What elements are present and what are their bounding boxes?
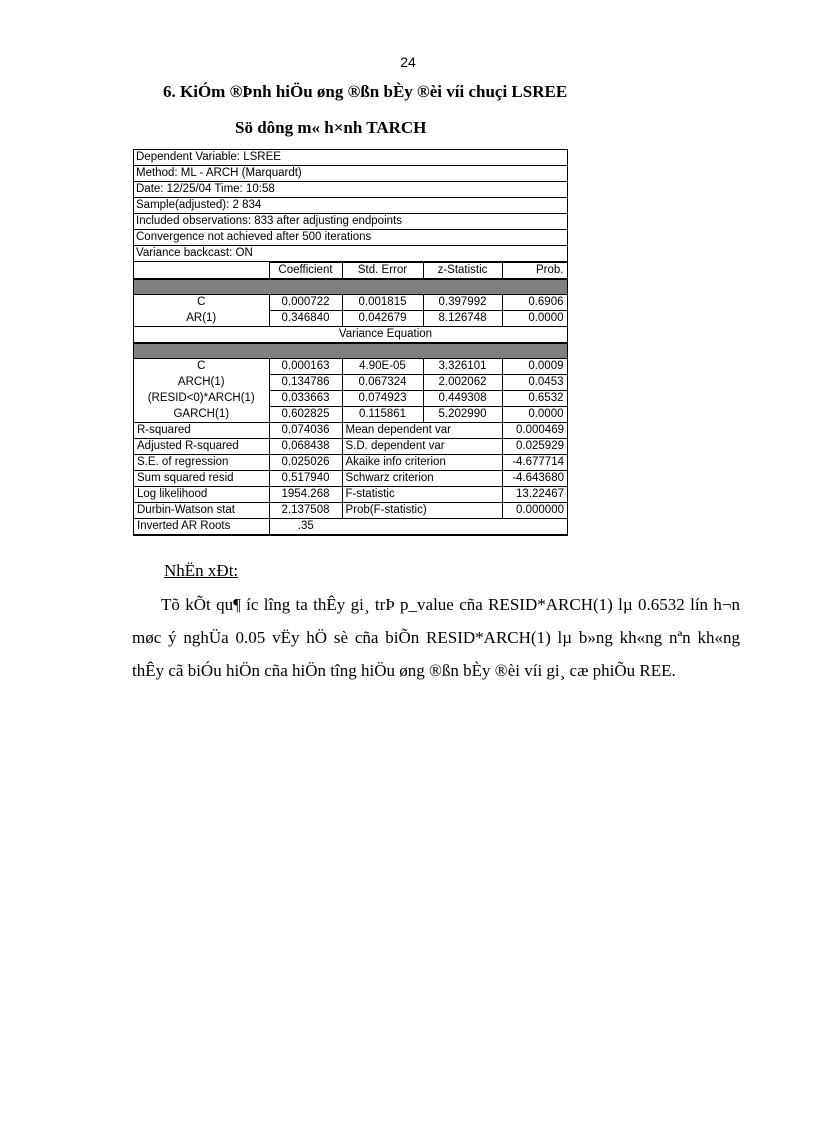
coefficient-value: 0.346840 xyxy=(269,311,342,327)
stat-label: S.E. of regression xyxy=(134,455,269,471)
variance-equation-row xyxy=(134,327,567,343)
prob-value: 0.0009 xyxy=(502,359,567,375)
header-z-statistic: z-Statistic xyxy=(423,263,502,279)
coefficient-value: 0.033663 xyxy=(269,391,342,407)
coefficient-value: 0.000163 xyxy=(269,359,342,375)
stat-value: 0.074036 xyxy=(269,423,342,439)
header-std-error: Std. Error xyxy=(342,263,423,279)
remarks-paragraph: Tõ kÕt qu¶ íc lîng ta thÊy gi¸ trÞ p_value cña RESID*ARCH(1) lµ 0.6532 lín h¬n møc ý nghÜa 0.05 vËy hÖ sè cña biÕn RESID*ARCH(1) lµ b»ng kh«ng nªn kh«ng thÊy cã biÓu hiÖn cña hiÖn tîng hiÖu øng ®ßn bÈy ®èi víi gi¸ cæ phiÕu REE. xyxy=(132,595,740,680)
stats-row xyxy=(134,455,567,471)
table-row xyxy=(134,391,567,407)
std-error-value: 0.001815 xyxy=(342,295,423,311)
separator xyxy=(134,279,567,295)
stat-label: Mean dependent var xyxy=(342,423,502,439)
sample-line: Sample(adjusted): 2 834 xyxy=(134,198,567,214)
variable-name: ARCH(1) xyxy=(177,376,225,388)
method-line: Method: ML - ARCH (Marquardt) xyxy=(134,166,567,182)
coefficient-value: 0.000722 xyxy=(269,295,342,311)
stat-value: 0.000469 xyxy=(502,423,567,439)
variable-name: (RESID<0)*ARCH(1) xyxy=(147,392,255,404)
stat-value: 0.068438 xyxy=(269,439,342,455)
stat-label: S.D. dependent var xyxy=(342,439,502,455)
z-statistic-value: 0.449308 xyxy=(423,391,502,407)
header-prob: Prob. xyxy=(502,263,567,279)
stat-value: -4.643680 xyxy=(502,471,567,487)
header-coefficient: Coefficient xyxy=(269,263,342,279)
prob-value: 0.6532 xyxy=(502,391,567,407)
z-statistic-value: 8.126748 xyxy=(423,311,502,327)
stat-value: 0.517940 xyxy=(269,471,342,487)
variable-name: C xyxy=(197,360,206,373)
std-error-value: 4.90E-05 xyxy=(342,359,423,375)
stat-label: Sum squared resid xyxy=(134,471,269,487)
table-row xyxy=(134,359,567,375)
stats-row xyxy=(134,423,567,439)
eviews-output-table xyxy=(133,149,568,536)
stat-label: Durbin-Watson stat xyxy=(134,503,269,519)
stat-value: -4.677714 xyxy=(502,455,567,471)
stat-value: 13.22467 xyxy=(502,487,567,503)
stat-value: 2.137508 xyxy=(269,503,342,519)
z-statistic-value: 3.326101 xyxy=(423,359,502,375)
stat-label: Log likelihood xyxy=(134,487,269,503)
stat-value: 1954.268 xyxy=(269,487,342,503)
table-row xyxy=(134,375,567,391)
table-row xyxy=(134,311,567,327)
variable-name: GARCH(1) xyxy=(173,407,230,420)
std-error-value: 0.115861 xyxy=(342,407,423,423)
coefficient-value: 0.602825 xyxy=(269,407,342,423)
backcast-line: Variance backcast: ON xyxy=(134,246,567,262)
stats-row xyxy=(134,503,567,519)
z-statistic-value: 2.002062 xyxy=(423,375,502,391)
remarks-title: NhËn xÐt: xyxy=(164,561,239,580)
stat-value: 0.025929 xyxy=(502,439,567,455)
stat-value: 0.000000 xyxy=(502,503,567,519)
stat-label: Prob(F-statistic) xyxy=(342,503,502,519)
section-subheading: Sö dông m« h×nh TARCH xyxy=(235,118,427,137)
dependent-variable-line: Dependent Variable: LSREE xyxy=(134,150,567,166)
variable-name: C xyxy=(197,296,206,309)
convergence-line: Convergence not achieved after 500 iterations xyxy=(134,230,567,246)
table-row xyxy=(134,407,567,423)
date-line: Date: 12/25/04 Time: 10:58 xyxy=(134,182,567,198)
table-row xyxy=(134,295,567,311)
observations-line: Included observations: 833 after adjusting endpoints xyxy=(134,214,567,230)
separator xyxy=(134,343,567,359)
z-statistic-value: 0.397992 xyxy=(423,295,502,311)
stat-label: Akaike info criterion xyxy=(342,455,502,471)
inverted-ar-roots-label: Inverted AR Roots xyxy=(134,519,269,535)
stat-label: Schwarz criterion xyxy=(342,471,502,487)
z-statistic-value: 5.202990 xyxy=(423,407,502,423)
stats-row xyxy=(134,439,567,455)
stat-label: R-squared xyxy=(134,423,269,439)
prob-value: 0.6906 xyxy=(502,295,567,311)
roots-row xyxy=(134,519,567,535)
variance-equation-title: Variance Equation xyxy=(269,327,502,343)
coefficient-value: 0.134786 xyxy=(269,375,342,391)
page-number: 24 xyxy=(400,54,416,70)
stat-label: Adjusted R-squared xyxy=(134,439,269,455)
inverted-ar-roots-value: .35 xyxy=(269,519,342,535)
section-heading: 6. KiÓm ®Þnh hiÖu øng ®ßn bÈy ®èi víi chuçi LSREE xyxy=(163,82,568,101)
prob-value: 0.0453 xyxy=(502,375,567,391)
prob-value: 0.0000 xyxy=(502,407,567,423)
stat-value: 0.025026 xyxy=(269,455,342,471)
std-error-value: 0.067324 xyxy=(342,375,423,391)
stats-row xyxy=(134,471,567,487)
std-error-value: 0.042679 xyxy=(342,311,423,327)
std-error-value: 0.074923 xyxy=(342,391,423,407)
coefficient-table xyxy=(134,262,568,535)
stats-row xyxy=(134,487,567,503)
header-row xyxy=(134,263,567,279)
variable-name: AR(1) xyxy=(186,311,217,324)
prob-value: 0.0000 xyxy=(502,311,567,327)
stat-label: F-statistic xyxy=(342,487,502,503)
